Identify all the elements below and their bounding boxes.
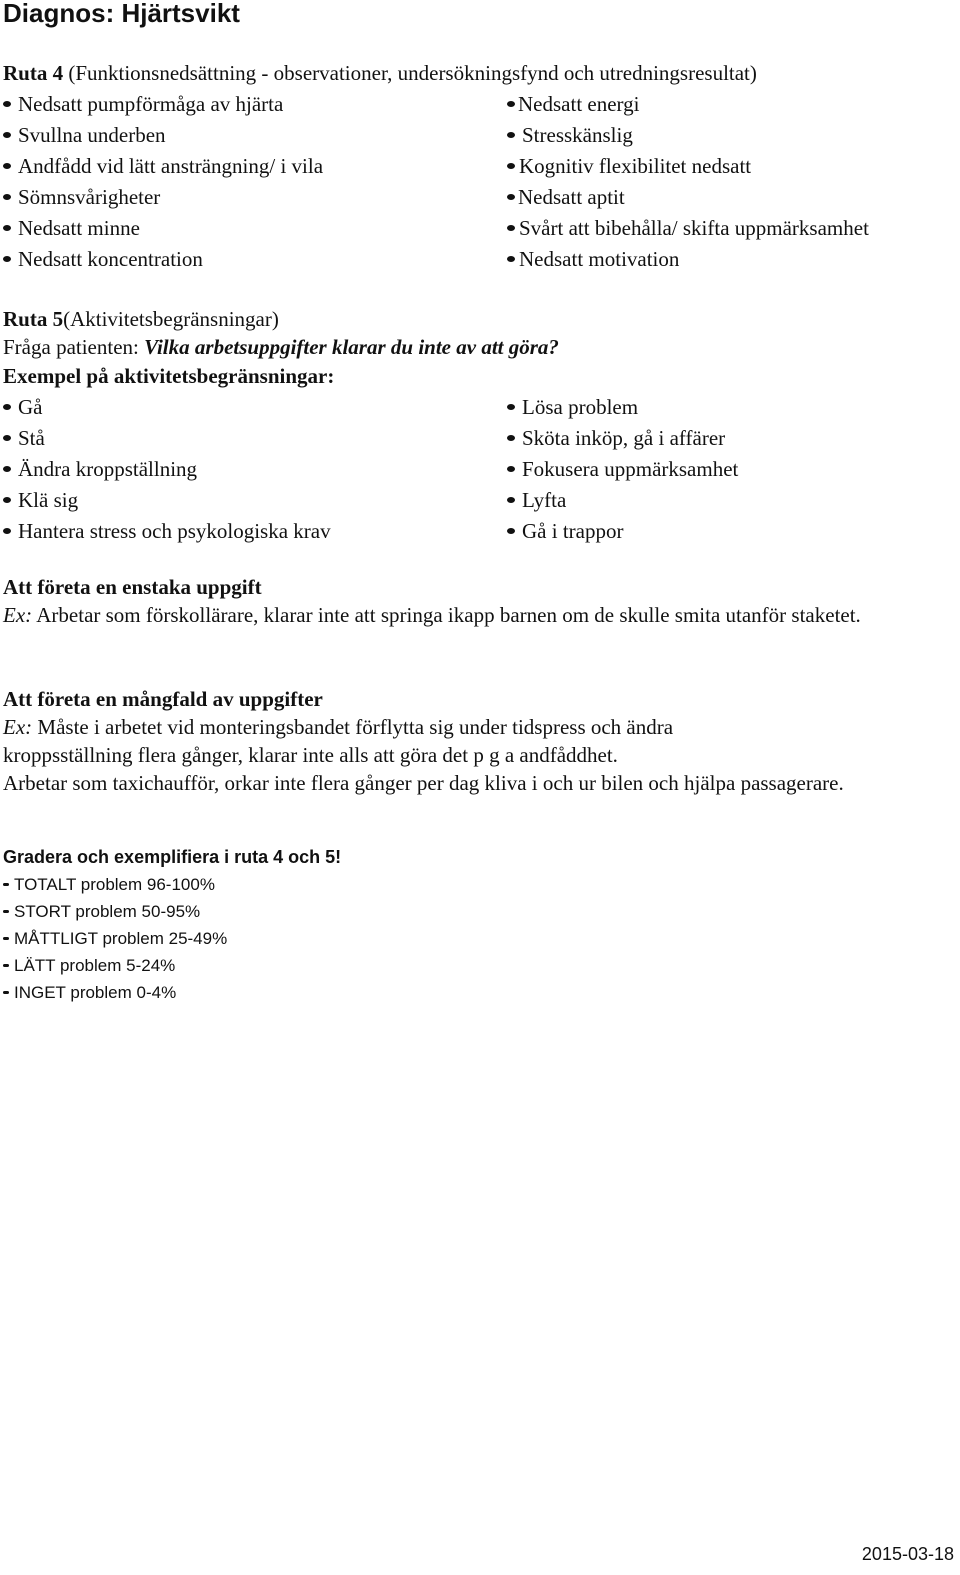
- ruta5-left-list: [3, 393, 331, 548]
- list-item: INGET problem 0-4%: [3, 982, 227, 1009]
- ruta5-heading: [3, 305, 279, 333]
- bullet-icon: [507, 194, 515, 200]
- bullet-icon: [507, 528, 515, 534]
- list-item: Klä sig: [3, 486, 331, 517]
- list-item: LÄTT problem 5-24%: [3, 955, 227, 982]
- list-item: Svullna underben: [3, 121, 323, 152]
- bullet-icon: [507, 404, 515, 410]
- list-item: Sömnsvårigheter: [3, 183, 323, 214]
- ruta4-left-list: [3, 90, 323, 276]
- bullet-icon: [3, 225, 11, 231]
- list-item: Lösa problem: [507, 393, 738, 424]
- examples-heading: Exempel på aktivitetsbegränsningar:: [3, 364, 335, 388]
- bullet-icon: [3, 964, 9, 967]
- multiple-tasks-example-2: Arbetar som taxichaufför, orkar inte flera gånger per dag kliva i och ur bilen och hjälpa passagerare.: [3, 771, 844, 795]
- bullet-icon: [507, 163, 515, 169]
- list-item: Nedsatt koncentration: [3, 245, 323, 276]
- bullet-icon: [507, 435, 515, 441]
- list-item: Fokusera uppmärksamhet: [507, 455, 738, 486]
- bullet-icon: [3, 404, 11, 410]
- list-item: Svårt att bibehålla/ skifta uppmärksamhet: [507, 214, 869, 245]
- list-item: STORT problem 50-95%: [3, 901, 227, 928]
- list-item: Andfådd vid lätt ansträngning/ i vila: [3, 152, 323, 183]
- bullet-icon: [507, 256, 515, 262]
- bullet-icon: [3, 194, 11, 200]
- page-title: Diagnos: Hjärtsvikt: [3, 0, 240, 28]
- list-item: Stresskänslig: [507, 121, 869, 152]
- list-item: Kognitiv flexibilitet nedsatt: [507, 152, 869, 183]
- single-task-heading: Att företa en enstaka uppgift: [3, 575, 262, 599]
- bullet-icon: [3, 991, 9, 994]
- bullet-icon: [3, 163, 11, 169]
- list-item: Ändra kroppställning: [3, 455, 331, 486]
- ruta4-label: Ruta 4: [3, 61, 64, 85]
- bullet-icon: [507, 497, 515, 503]
- bullet-icon: [3, 497, 11, 503]
- list-item: Nedsatt minne: [3, 214, 323, 245]
- grading-heading: Gradera och exemplifiera i ruta 4 och 5!: [3, 847, 342, 867]
- list-item: Gå: [3, 393, 331, 424]
- list-item: Lyfta: [507, 486, 738, 517]
- list-item: Nedsatt energi: [507, 90, 869, 121]
- list-item: Hantera stress och psykologiska krav: [3, 517, 331, 548]
- bullet-icon: [3, 101, 11, 107]
- bullet-icon: [507, 225, 515, 231]
- list-item: Sköta inköp, gå i affärer: [507, 424, 738, 455]
- bullet-icon: [3, 132, 11, 138]
- ruta5-label: Ruta 5: [3, 307, 64, 331]
- bullet-icon: [3, 883, 9, 886]
- ruta4-description: (Funktionsnedsättning - observationer, undersökningsfynd och utredningsresultat): [68, 61, 757, 85]
- bullet-icon: [507, 101, 515, 107]
- bullet-icon: [3, 937, 9, 940]
- ruta5-right-list: [507, 393, 738, 548]
- bullet-icon: [3, 256, 11, 262]
- document-date: 2015-03-18: [861, 1544, 954, 1564]
- list-item: Nedsatt pumpförmåga av hjärta: [3, 90, 323, 121]
- ruta5-description: (Aktivitetsbegränsningar): [63, 307, 279, 331]
- multiple-tasks-example: Ex: Måste i arbetet vid monteringsbandet förflytta sig under tidspress och ändra kroppsställning flera gånger, klarar inte alls att göra det p g a andfåddhet.: [3, 715, 674, 767]
- ruta5-question: Fråga patienten: Vilka arbetsuppgifter klarar du inte av att göra?: [3, 335, 559, 359]
- bullet-icon: [507, 466, 515, 472]
- ruta4-right-list: [507, 90, 869, 276]
- list-item: Nedsatt aptit: [507, 183, 869, 214]
- single-task-example: Ex: Arbetar som förskollärare, klarar inte att springa ikapp barnen om de skulle smita utanför staketet.: [3, 603, 861, 627]
- bullet-icon: [3, 910, 9, 913]
- list-item: TOTALT problem 96-100%: [3, 874, 227, 901]
- grading-list: [3, 874, 227, 1009]
- list-item: Nedsatt motivation: [507, 245, 869, 276]
- multiple-tasks-heading: Att företa en mångfald av uppgifter: [3, 687, 323, 711]
- bullet-icon: [3, 528, 11, 534]
- bullet-icon: [3, 435, 11, 441]
- bullet-icon: [3, 466, 11, 472]
- ruta4-heading: [3, 59, 757, 87]
- list-item: Gå i trappor: [507, 517, 738, 548]
- list-item: MÅTTLIGT problem 25-49%: [3, 928, 227, 955]
- list-item: Stå: [3, 424, 331, 455]
- bullet-icon: [507, 132, 515, 138]
